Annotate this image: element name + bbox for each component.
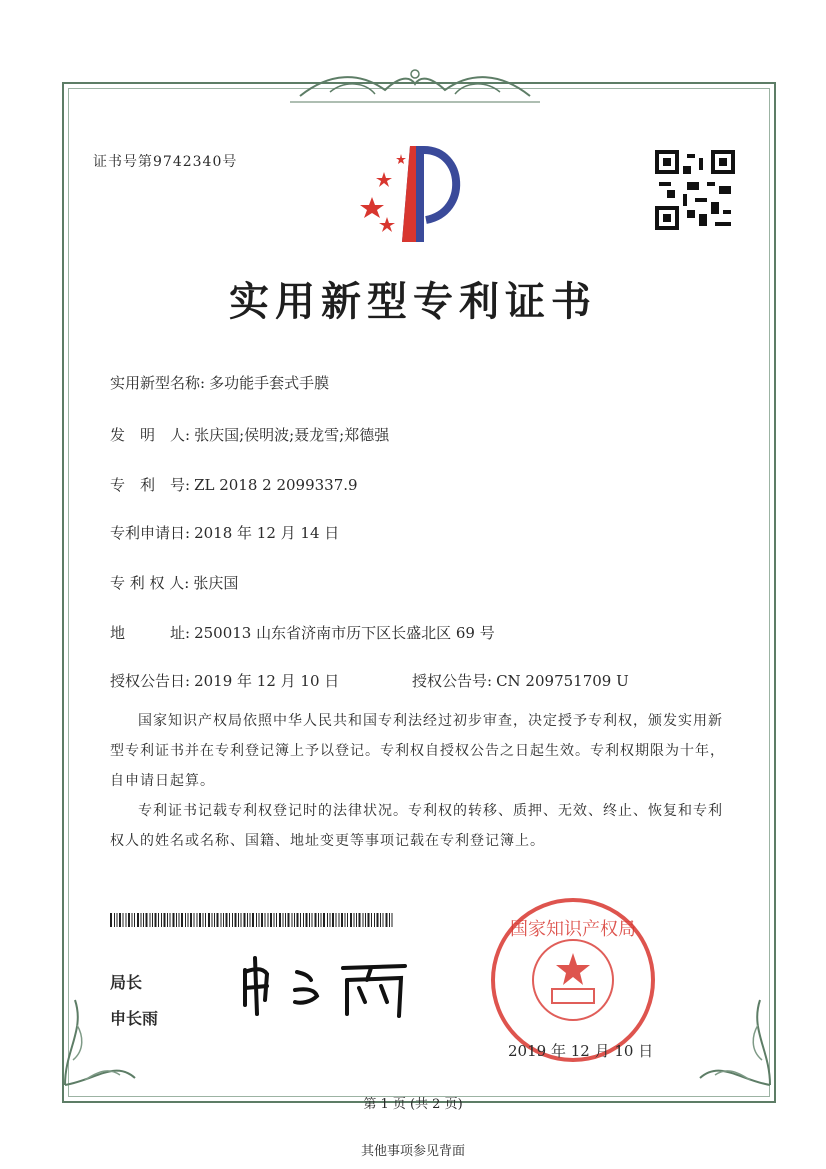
patent-number-label: 专 利 号: <box>110 476 191 494</box>
footer-note: 其他事项参见背面 <box>360 1144 465 1159</box>
patent-number-value: ZL 2018 2 2099337.9 <box>194 476 358 494</box>
inventors-value: 张庆国;侯明波;聂龙雪;郑德强 <box>194 426 390 444</box>
patentee-row <box>110 572 238 593</box>
director-signature <box>235 950 425 1020</box>
top-ornament-icon <box>290 62 540 106</box>
inventors-row <box>110 424 389 445</box>
address-label: 地 址: <box>110 624 191 642</box>
announce-date-row <box>110 670 339 691</box>
filing-date-label: 专利申请日: <box>110 524 191 542</box>
announce-number-label: 授权公告号: <box>412 672 493 690</box>
utility-name-value: 多功能手套式手膜 <box>209 374 330 392</box>
bottom-left-ornament-icon <box>55 990 145 1090</box>
announce-date-value: 2019 年 12 月 10 日 <box>194 672 340 690</box>
announce-number-row <box>412 670 629 691</box>
page-number: 第 1 页 (共 2 页) <box>363 1097 463 1112</box>
seal-date: 2019 年 12 月 10 日 <box>508 1042 654 1060</box>
bottom-right-ornament-icon <box>690 990 780 1090</box>
patent-number-row <box>110 474 358 495</box>
barcode-icon <box>110 913 394 927</box>
certificate-number: 证书号第9742340号 <box>93 154 238 170</box>
body-paragraph-1: 国家知识产权局依照中华人民共和国专利法经过初步审查，决定授予专利权，颁发实用新型专利证书并在专利登记簿上予以登记。专利权自授权公告之日起生效。专利权期限为十年，自申请日起算。 <box>110 713 725 789</box>
announce-date-label: 授权公告日: <box>110 672 191 690</box>
filing-date-value: 2018 年 12 月 14 日 <box>194 524 340 542</box>
utility-name-row <box>110 372 329 393</box>
director-title: 局长 <box>110 973 143 992</box>
inventors-label: 发 明 人: <box>110 426 191 444</box>
body-paragraph-2: 专利证书记载专利权登记时的法律状况。专利权的转移、质押、无效、终止、恢复和专利权人的姓名或名称、国籍、地址变更等事项记载在专利登记簿上。 <box>110 803 723 849</box>
announce-number-value: CN 209751709 U <box>496 672 629 690</box>
certificate-title: 实用新型专利证书 <box>229 278 597 325</box>
address-value: 250013 山东省济南市历下区长盛北区 69 号 <box>194 624 495 642</box>
qr-code-icon <box>655 150 735 230</box>
director-name: 申长雨 <box>110 1009 159 1028</box>
address-row <box>110 622 495 643</box>
utility-name-label: 实用新型名称: <box>110 374 206 392</box>
patentee-label: 专 利 权 人: <box>110 574 190 592</box>
patent-office-emblem-icon <box>354 142 474 244</box>
filing-date-row <box>110 522 339 543</box>
patentee-value: 张庆国 <box>193 574 239 592</box>
seal-text: 国家知识产权局 <box>510 919 636 940</box>
